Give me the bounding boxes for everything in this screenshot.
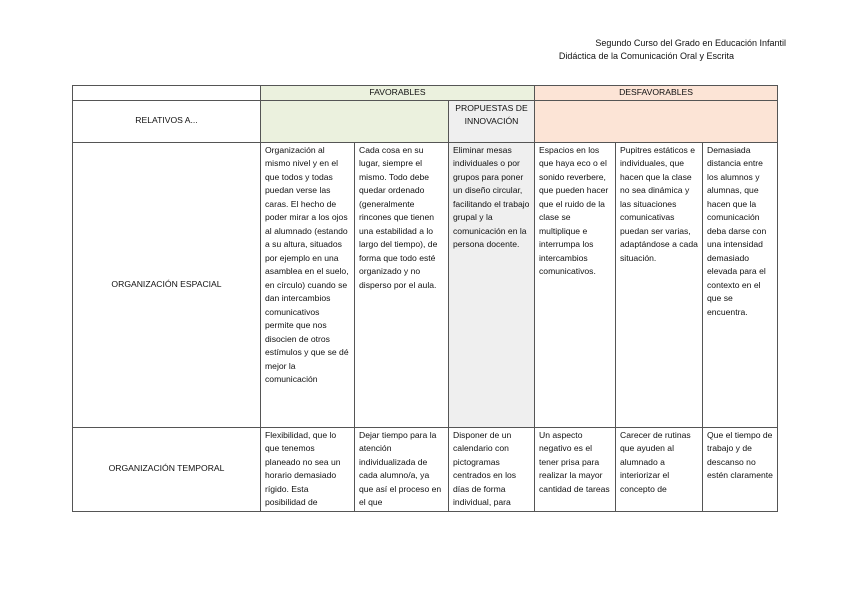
desfavorable-cell: Demasiada distancia entre los alumnos y alumnas, que hacen que la comunicación deba darse con una intensidad demasiado elevada para el contexto en el que se encuentra. (703, 142, 778, 427)
table-header-row (73, 86, 778, 101)
favorable-cell (261, 427, 355, 511)
propuestas-header: PROPUESTAS DE INNOVACIÓN (449, 100, 535, 142)
analysis-table (72, 85, 778, 512)
row-label-temporal: ORGANIZACIÓN TEMPORAL (73, 427, 261, 511)
desfavorable-text: Que el tiempo de trabajo y de descanso no estén claramente (707, 429, 773, 480)
desfavorable-cell (616, 427, 703, 511)
favorable-cell (355, 427, 449, 511)
desfavorables-header: DESFAVORABLES (535, 86, 778, 101)
favorable-text: Flexibilidad, que lo que tenemos planeado no sea un horario demasiado rígido. Esta posibilidad de (265, 429, 341, 507)
favorable-text: Dejar tiempo para la atención individualizada de cada alumno/a, ya que así el proceso en el que (359, 429, 442, 507)
relativos-label: RELATIVOS A... (73, 100, 261, 142)
row-label-espacial: ORGANIZACIÓN ESPACIAL (73, 142, 261, 427)
desfavorable-cell: Pupitres estáticos e individuales, que hacen que la clase no sea dinámica y las situaciones comunicativas puedan ser varias, adaptándose a cada situación. (616, 142, 703, 427)
propuesta-text: Disponer de un calendario con pictogramas centrados en los días de forma individual, para (453, 429, 517, 507)
desfavorables-subheader-cell (535, 100, 778, 142)
desfavorable-cell (703, 427, 778, 511)
table-row (73, 142, 778, 427)
document-header (559, 37, 786, 63)
course-title: Segundo Curso del Grado en Educación Infantil (595, 38, 786, 48)
propuesta-cell: Eliminar mesas individuales o por grupos para poner un diseño circular, facilitando el trabajo grupal y la comunicación en la persona docente. (449, 142, 535, 427)
desfavorable-text: Carecer de rutinas que ayuden al alumnado a interiorizar el concepto de (620, 429, 691, 494)
desfavorable-text: Un aspecto negativo es el tener prisa para realizar la mayor cantidad de tareas (539, 429, 610, 494)
favorables-subheader-cell (261, 100, 449, 142)
favorables-header: FAVORABLES (261, 86, 535, 101)
table-subheader-row (73, 100, 778, 142)
favorable-cell: Organización al mismo nivel y en el que todos y todas puedan verse las caras. El hecho de poder mirar a los ojos al alumnado (estando a su altura, situados por ejemplo en una asamblea en el suelo, en círculo) cuando se dan intercambios comunicativos permite que nos disocien de otros estímulos y que se dé mejor la comunicación (261, 142, 355, 427)
table-row (73, 427, 778, 511)
subject-title: Didáctica de la Comunicación Oral y Escrita (558, 51, 734, 61)
desfavorable-cell (535, 427, 616, 511)
blank-corner-cell (73, 86, 261, 101)
favorable-cell: Cada cosa en su lugar, siempre el mismo. Todo debe quedar ordenado (generalmente rincones que tienen una estabilidad a lo largo del tiempo), de forma que todo esté organizado y no disperso por el aula. (355, 142, 449, 427)
propuesta-cell (449, 427, 535, 511)
desfavorable-cell: Espacios en los que haya eco o el sonido reverbere, que pueden hacer que el ruido de la clase se multiplique e interrumpa los intercambios comunicativos. (535, 142, 616, 427)
